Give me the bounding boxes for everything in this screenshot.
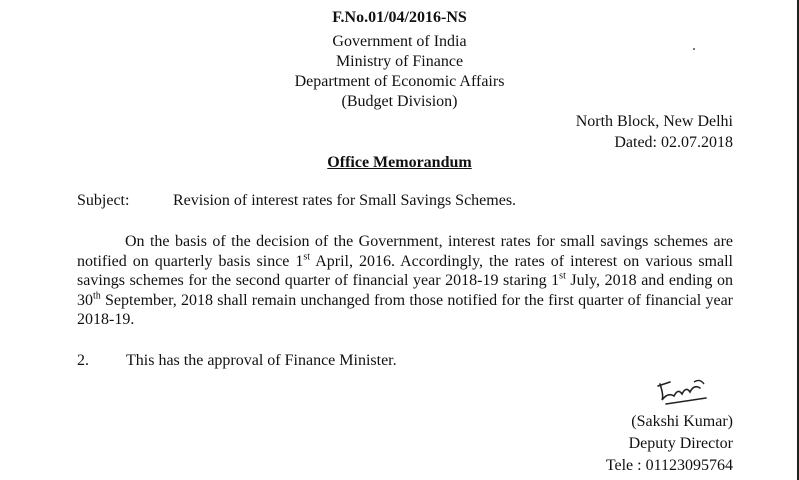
subject-text: Revision of interest rates for Small Savings Schemes. (173, 192, 517, 209)
signature-image (650, 374, 710, 410)
paragraph-2-text: This has the approval of Finance Minister. (126, 352, 397, 369)
signatory-designation: Deputy Director (628, 435, 733, 452)
memo-title-text: Office Memorandum (327, 154, 472, 171)
para1-sup1: st (303, 251, 311, 263)
office-address: North Block, New Delhi (575, 113, 733, 130)
paragraph-2-number: 2. (77, 352, 89, 369)
paragraph-1 (77, 232, 733, 330)
file-number: F.No.01/04/2016-NS (332, 9, 467, 26)
para1-part1: On the basis of the decision of the Government, interest rates for small savings schemes are notified on quarterly basis since 1 (77, 233, 733, 270)
memo-title (0, 153, 799, 172)
para1-part2: April, 2016. Accordingly, the rates of interest on various small savings schemes for the second quarter of financial year 2018-19 staring 1 (77, 252, 733, 289)
header-department: Department of Economic Affairs (294, 73, 505, 90)
para1-part4: September, 2018 shall remain unchanged from those notified for the first quarter of financial year 2018-19. (77, 291, 733, 328)
para1-sup3: th (93, 290, 101, 302)
date-line: Dated: 02.07.2018 (614, 134, 733, 151)
para1-part3: July, 2018 and ending on 30 (77, 272, 734, 309)
para1-sup2: st (559, 270, 566, 282)
subject-label: Subject: (77, 192, 130, 209)
signatory-phone: Tele : 01123095764 (605, 457, 733, 474)
signatory-name: (Sakshi Kumar) (631, 413, 733, 430)
paragraph-1-text (77, 232, 733, 330)
signatory-block (606, 411, 733, 477)
header-ministry: Ministry of Finance (335, 53, 464, 70)
header-government: Government of India (332, 33, 467, 50)
header-division: (Budget Division) (341, 93, 458, 110)
